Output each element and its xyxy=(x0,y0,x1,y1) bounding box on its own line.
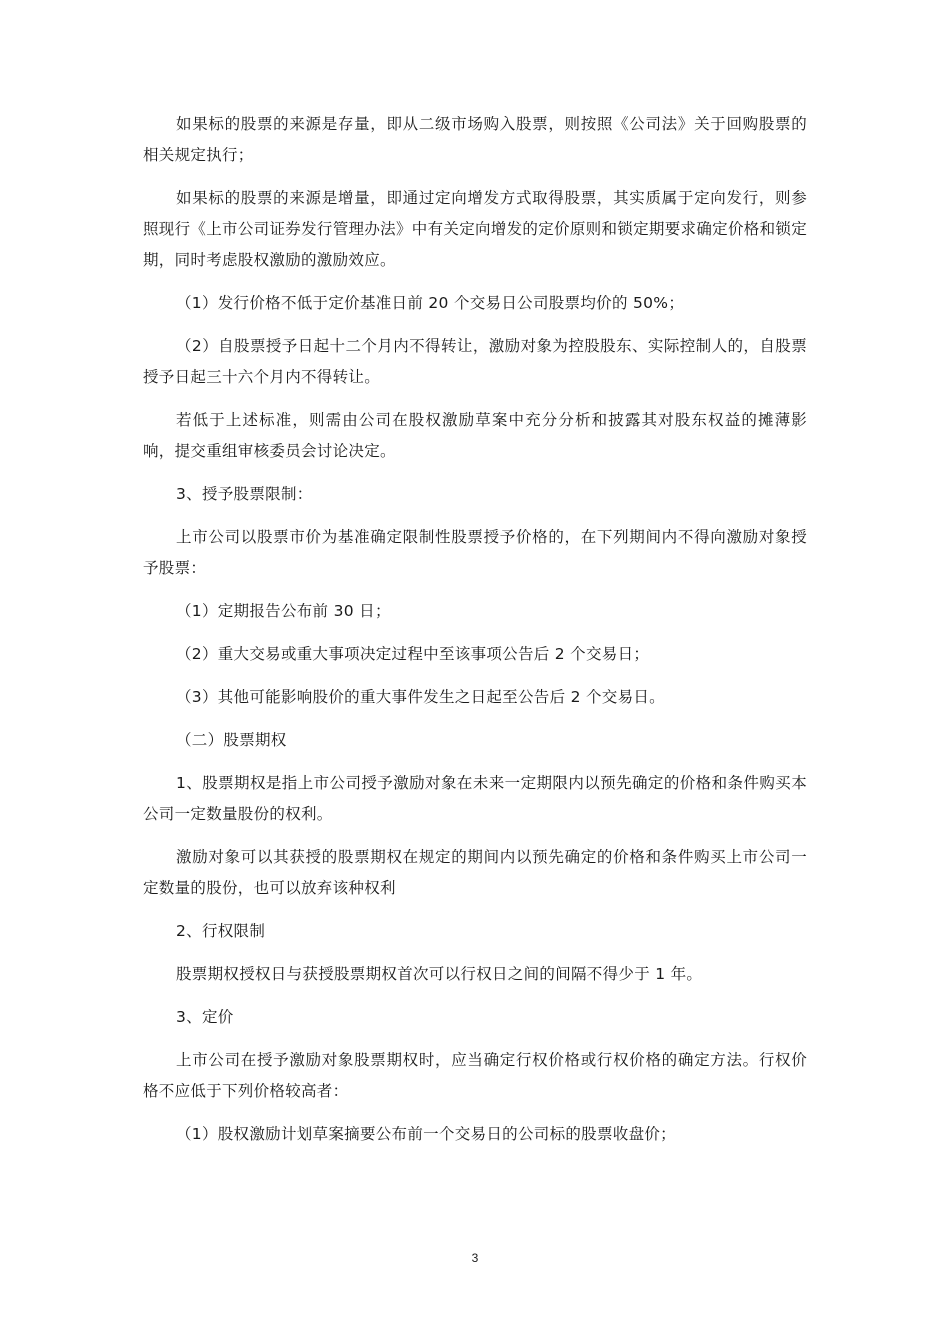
paragraph: 如果标的股票的来源是存量，即从二级市场购入股票，则按照《公司法》关于回购股票的相关规定执行； xyxy=(143,115,807,164)
paragraph: 上市公司在授予激励对象股票期权时，应当确定行权价格或行权价格的确定方法。行权价格不应低于下列价格较高者： xyxy=(143,1051,807,1100)
paragraph: 股票期权授权日与获授股票期权首次可以行权日之间的间隔不得少于 1 年。 xyxy=(176,965,703,983)
document-body xyxy=(143,109,807,1162)
page-number: 3 xyxy=(471,1251,479,1265)
list-item: （1）发行价格不低于定价基准日前 20 个交易日公司股票均价的 50%； xyxy=(176,294,685,312)
list-item: （3）其他可能影响股价的重大事件发生之日起至公告后 2 个交易日。 xyxy=(176,688,665,706)
list-item: （2）自股票授予日起十二个月内不得转让，激励对象为控股股东、实际控制人的，自股票授予日起三十六个月内不得转让。 xyxy=(143,337,807,386)
paragraph: 1、股票期权是指上市公司授予激励对象在未来一定期限内以预先确定的价格和条件购买本公司一定数量股份的权利。 xyxy=(143,774,807,823)
section-heading: 3、授予股票限制： xyxy=(176,485,313,503)
list-item: （2）重大交易或重大事项决定过程中至该事项公告后 2 个交易日； xyxy=(176,645,650,663)
paragraph: 若低于上述标准，则需由公司在股权激励草案中充分分析和披露其对股东权益的摊薄影响，提交重组审核委员会讨论决定。 xyxy=(143,411,807,460)
paragraph: 激励对象可以其获授的股票期权在规定的期间内以预先确定的价格和条件购买上市公司一定数量的股份，也可以放弃该种权利 xyxy=(143,848,807,897)
section-heading: 3、定价 xyxy=(176,1008,234,1026)
paragraph: 如果标的股票的来源是增量，即通过定向增发方式取得股票，其实质属于定向发行，则参照现行《上市公司证券发行管理办法》中有关定向增发的定价原则和锁定期要求确定价格和锁定期，同时考虑股权激励的激励效应。 xyxy=(143,189,807,269)
list-item: （1）股权激励计划草案摘要公布前一个交易日的公司标的股票收盘价； xyxy=(176,1125,676,1143)
section-heading: 2、行权限制 xyxy=(176,922,266,940)
section-heading: （二）股票期权 xyxy=(176,731,287,749)
list-item: （1）定期报告公布前 30 日； xyxy=(176,602,391,620)
paragraph: 上市公司以股票市价为基准确定限制性股票授予价格的，在下列期间内不得向激励对象授予股票： xyxy=(143,528,807,577)
